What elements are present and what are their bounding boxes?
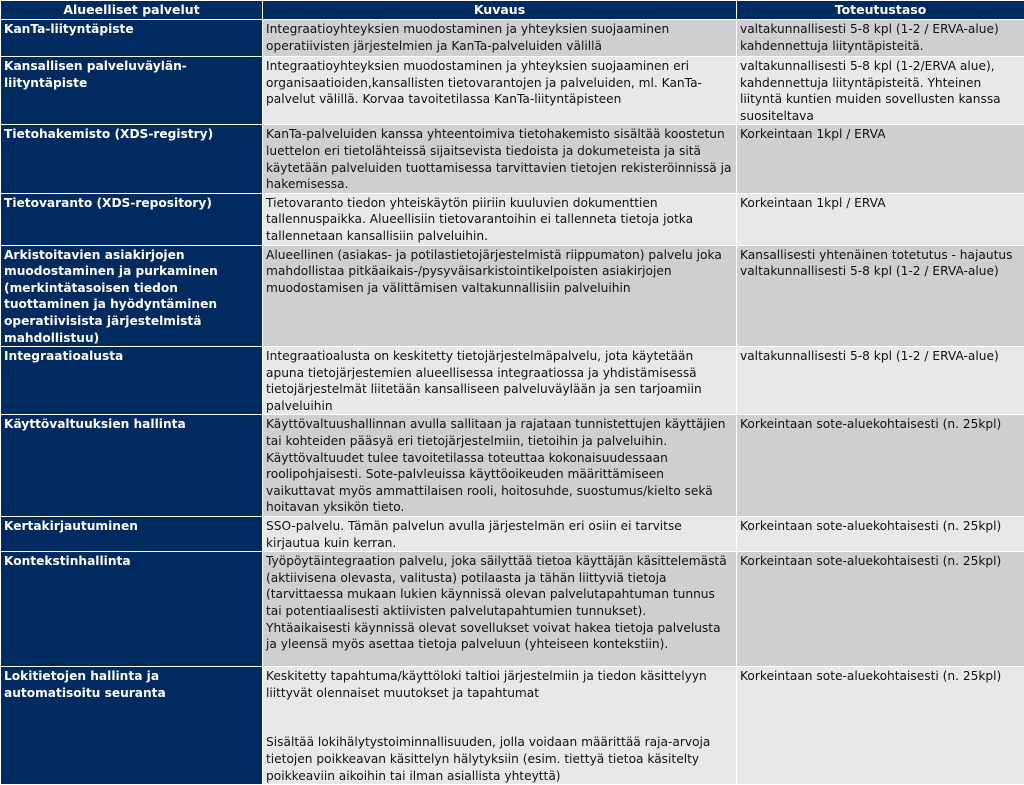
service-name: Tietohakemisto (XDS-registry)	[1, 125, 263, 193]
service-description: Integraatioyhteyksien muodostaminen ja yhteyksien suojaaminen operatiivisten järjestelmien ja KanTa-palveluiden välillä	[263, 20, 737, 57]
service-level: Korkeintaan sote-aluekohtaisesti (n. 25kpl)	[737, 667, 1024, 785]
table-row	[1, 552, 1024, 667]
service-description: Työpöytäintegraation palvelu, joka säilyttää tietoa käyttäjän käsittelemästä (aktiivisena olevasta, valitusta) potilaasta ja tähän liittyviä tietoja (tarvittaessa mukaan lukien käynnissä olevan palvelutapahtuman tunnus tai potentiaalisesti aktiivisten palvelutapahtumien tunnukset). Yhtäaikaisesti käynnissä olevat sovellukset voivat hakea tietoja palvelusta ja yleensä myös asettaa tietoja palveluun (yhteiseen kontekstiin).	[263, 552, 737, 667]
service-name: Integraatioalusta	[1, 347, 263, 415]
service-description	[263, 667, 737, 785]
table-row	[1, 245, 1024, 347]
service-level: valtakunnallisesti 5-8 kpl (1-2 / ERVA-alue) kahdennettuja liityntäpisteitä.	[737, 20, 1024, 57]
service-level: Korkeintaan sote-aluekohtaisesti (n. 25kpl)	[737, 517, 1024, 552]
table-row	[1, 517, 1024, 552]
service-name: Tietovaranto (XDS-repository)	[1, 193, 263, 245]
table-row	[1, 193, 1024, 245]
service-name: Arkistoitavien asiakirjojen muodostaminen ja purkaminen (merkintätasoisen tiedon tuottaminen ja hyödyntäminen operatiivisista järjestelmistä mahdollistuu)	[1, 245, 263, 347]
service-name: Käyttövaltuuksien hallinta	[1, 415, 263, 517]
header-description: Kuvaus	[263, 1, 737, 20]
table-row	[1, 20, 1024, 57]
service-name: Lokitietojen hallinta ja automatisoitu seuranta	[1, 667, 263, 785]
service-level: Korkeintaan 1kpl / ERVA	[737, 193, 1024, 245]
header-implementation-level: Toteutustaso	[737, 1, 1024, 20]
service-name: Kontekstinhallinta	[1, 552, 263, 667]
service-description: KanTa-palveluiden kanssa yhteentoimiva tietohakemisto sisältää koostetun luettelon eri tietolähteissä sijaitsevista tiedoista ja dokumeteista ja sitä käytetään palveluiden tuottamisessa tarvittavien tietojen rekisteröinnissä ja hakemisessa.	[263, 125, 737, 193]
service-description: Integraatioalusta on keskitetty tietojärjestelmäpalvelu, jota käytetään apuna tietojärjestemien alueellisessa integraatiossa ja yhdistämisessä tietojärjestelmät liitetään kansalliseen palveluväylään ja sen tarjoamiin palveluihin	[263, 347, 737, 415]
service-description: Käyttövaltuushallinnan avulla sallitaan ja rajataan tunnistettujen käyttäjien tai kohteiden pääsyä eri tietojärjestelmiin, tietoihin ja palveluihin. Käyttövaltuudet tulee tavoitetilassa toteuttaa kokonaisuudessaan roolipohjaisesti. Sote-palvleuissa käyttöoikeuden määrittämiseen vaikuttavat myös ammattilaisen rooli, hoitosuhde, suostumus/kielto sekä hoitavan yksikön tieto.	[263, 415, 737, 517]
header-services: Alueelliset palvelut	[1, 1, 263, 20]
service-level: Kansallisesti yhtenäinen totetutus - hajautus valtakunnallisesti 5-8 kpl (1-2 / ERVA-alue)	[737, 245, 1024, 347]
service-description-paragraph: Sisältää lokihälytystoiminnallisuuden, jolla voidaan määrittää raja-arvoja tietojen poikkeavan käsittelyn hälytyksiin (esim. tiettyä tietoa käsitelty poikkeaviin aikoihin tai ilman asiallista yhteyttä)	[266, 734, 733, 784]
table-row	[1, 667, 1024, 785]
table-row	[1, 125, 1024, 193]
service-level: valtakunnallisesti 5-8 kpl (1-2 / ERVA-alue)	[737, 347, 1024, 415]
service-name: KanTa-liityntäpiste	[1, 20, 263, 57]
service-name: Kansallisen palveluväylän-liityntäpiste	[1, 57, 263, 125]
service-description-paragraph: Keskitetty tapahtuma/käyttöloki taltioi järjestelmiin ja tiedon käsittelyyn liittyvät olennaiset muutokset ja tapahtumat	[266, 668, 733, 701]
service-level: Korkeintaan 1kpl / ERVA	[737, 125, 1024, 193]
service-description: Tietovaranto tiedon yhteiskäytön piiriin kuuluvien dokumenttien tallennuspaikka. Alueellisiin tietovarantoihin ei tallenneta tietoja jotka tallennetaan kansallisiin palveluihin.	[263, 193, 737, 245]
service-level: Korkeintaan sote-aluekohtaisesti (n. 25kpl)	[737, 415, 1024, 517]
service-description: Integraatioyhteyksien muodostaminen ja yhteyksien suojaaminen eri organisaatioiden,kansallisten tietovarantojen ja palveluiden, ml. KanTa-palvelut välillä. Korvaa tavoitetilassa KanTa-liityntäpisteen	[263, 57, 737, 125]
service-description: SSO-palvelu. Tämän palvelun avulla järjestelmän eri osiin ei tarvitse kirjautua kuin kerran.	[263, 517, 737, 552]
service-level: valtakunnallisesti 5-8 kpl (1-2/ERVA alue), kahdennettuja liityntäpisteitä. Yhteinen liityntä kuntien muiden sovellusten kanssa suositeltava	[737, 57, 1024, 125]
service-description: Alueellinen (asiakas- ja potilastietojärjestelmistä riippumaton) palvelu joka mahdollistaa pitkäaikais-/pysyväisarkistointikelpoisten asiakirjojen muodostamisen ja välittämisen valtakunnallisiin palveluihin	[263, 245, 737, 347]
service-level: Korkeintaan sote-aluekohtaisesti (n. 25kpl)	[737, 552, 1024, 667]
table-row	[1, 415, 1024, 517]
table-row	[1, 347, 1024, 415]
service-name: Kertakirjautuminen	[1, 517, 263, 552]
table-header-row	[1, 1, 1024, 20]
table-row	[1, 57, 1024, 125]
